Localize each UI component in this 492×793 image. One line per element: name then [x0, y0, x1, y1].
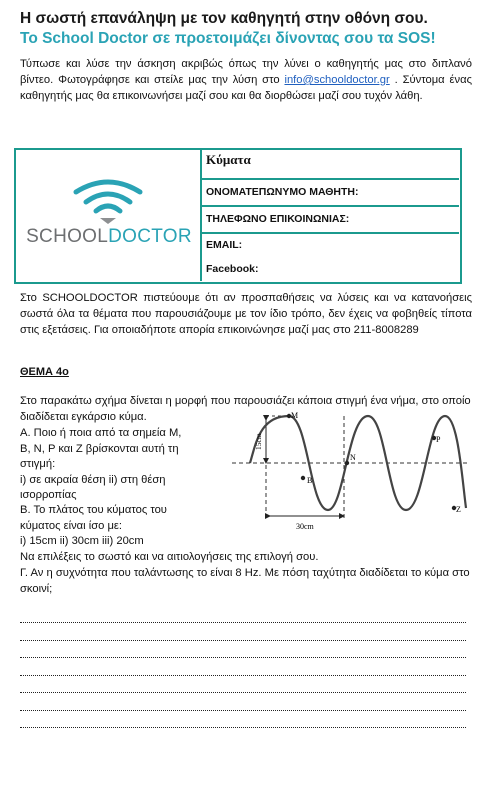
student-form [14, 148, 462, 284]
info-note: Στο SCHOOLDOCTOR πιστεύουμε ότι αν προσπαθήσεις να λύσεις και να κατανοήσεις σωστά όλα τα θέματα που παρουσιάζουμε με τον ίδιο τρόπο, δεν έχεις να φοβηθείς τίποτα στις εξετάσεις. Για οποιαδήποτε απορία επικοινώνησε μαζί μας στο 211-8008289 [20, 292, 472, 336]
question-a-line: i) σε ακραία θέση ii) στη θέση [20, 473, 166, 486]
email-field[interactable]: EMAIL: [206, 239, 243, 251]
question-c: Γ. Αν η συχνότητα που ταλάντωσης το είναι 8 Hz. Με πόση ταχύτητα διαδίδεται το κύμα στο σκοινί; [20, 567, 470, 595]
intro-text-end: . Σύντομα ένας καθηγητής μας θα επικοινωνήσει μαζί σου και θα διορθώσει μαζί σου τυχόν λάθη. [20, 74, 472, 102]
question-intro: Στο παρακάτω σχήμα δίνεται η μορφή που παρουσιάζει κάποια στιγμή ένα νήμα, στο οποίο διαδίδεται εγκάρσιο κύμα. [20, 395, 471, 423]
question-a-line: στιγμή: [20, 458, 56, 470]
amplitude-label: 15cm [254, 433, 263, 450]
answer-line[interactable] [20, 640, 466, 641]
question-b-line: i) 15cm ii) 30cm iii) 20cm [20, 535, 144, 547]
point-label-z: Z [456, 505, 461, 514]
email-link[interactable]: info@schooldoctor.gr [284, 74, 390, 86]
wave-figure [230, 408, 470, 538]
point-label-p: P [436, 435, 441, 444]
answer-line[interactable] [20, 675, 466, 676]
page-title: Η σωστή επανάληψη με τον καθηγητή στην οθόνη σου. [20, 10, 428, 27]
facebook-field[interactable]: Facebook: [206, 263, 259, 275]
question-b [20, 503, 245, 550]
answer-line[interactable] [20, 622, 466, 623]
question-b-line: Β. Το πλάτος του κύματος του [20, 504, 167, 516]
intro-paragraph [20, 56, 472, 104]
logo-cell [16, 150, 202, 281]
point-label-m: M [291, 411, 299, 420]
question-a-line: Α. Ποιο ή ποια από τα σημεία Μ, [20, 427, 182, 439]
question-a [20, 426, 245, 504]
answer-line[interactable] [20, 710, 466, 711]
question-a-line: ισορροπίας [20, 489, 77, 501]
wifi-logo-icon [72, 178, 144, 226]
distance-label: 30cm [296, 522, 314, 531]
worksheet-title: Κύματα [202, 150, 459, 180]
theme-heading: ΘΕΜΑ 4ο [20, 366, 69, 378]
point-n [345, 461, 349, 465]
point-b [301, 476, 305, 480]
page-subtitle: Το School Doctor σε προετοιμάζει δίνοντας σου τα SOS! [20, 30, 436, 47]
answer-line[interactable] [20, 657, 466, 658]
question-justify: Να επιλέξεις το σωστό και να αιτιολογήσεις της επιλογή σου. [20, 551, 319, 563]
answer-line[interactable] [20, 727, 466, 728]
phone-field[interactable]: ΤΗΛΕΦΩΝΟ ΕΠΙΚΟΙΝΩΝΙΑΣ: [202, 207, 459, 234]
question-a-line: Β, Ν, Ρ και Ζ βρίσκονται αυτή τη [20, 442, 179, 455]
intro-text-start: Τύπωσε και λύσε την άσκηση ακριβώς όπως την λύνει ο καθηγητής μας στο διπλανό βίντεο. Φωτογράφησε και στείλε μας την λύση στο [20, 58, 472, 86]
question-b-line: κύματος είναι ίσο με: [20, 519, 122, 532]
logo-wordmark: SCHOOLDOCTOR [26, 226, 192, 247]
student-name-field[interactable]: ΟΝΟΜΑΤΕΠΩΝΥΜΟ ΜΑΘΗΤΗ: [202, 180, 459, 207]
point-label-n: N [350, 453, 356, 462]
answer-line[interactable] [20, 692, 466, 693]
point-label-b: B [307, 476, 313, 485]
